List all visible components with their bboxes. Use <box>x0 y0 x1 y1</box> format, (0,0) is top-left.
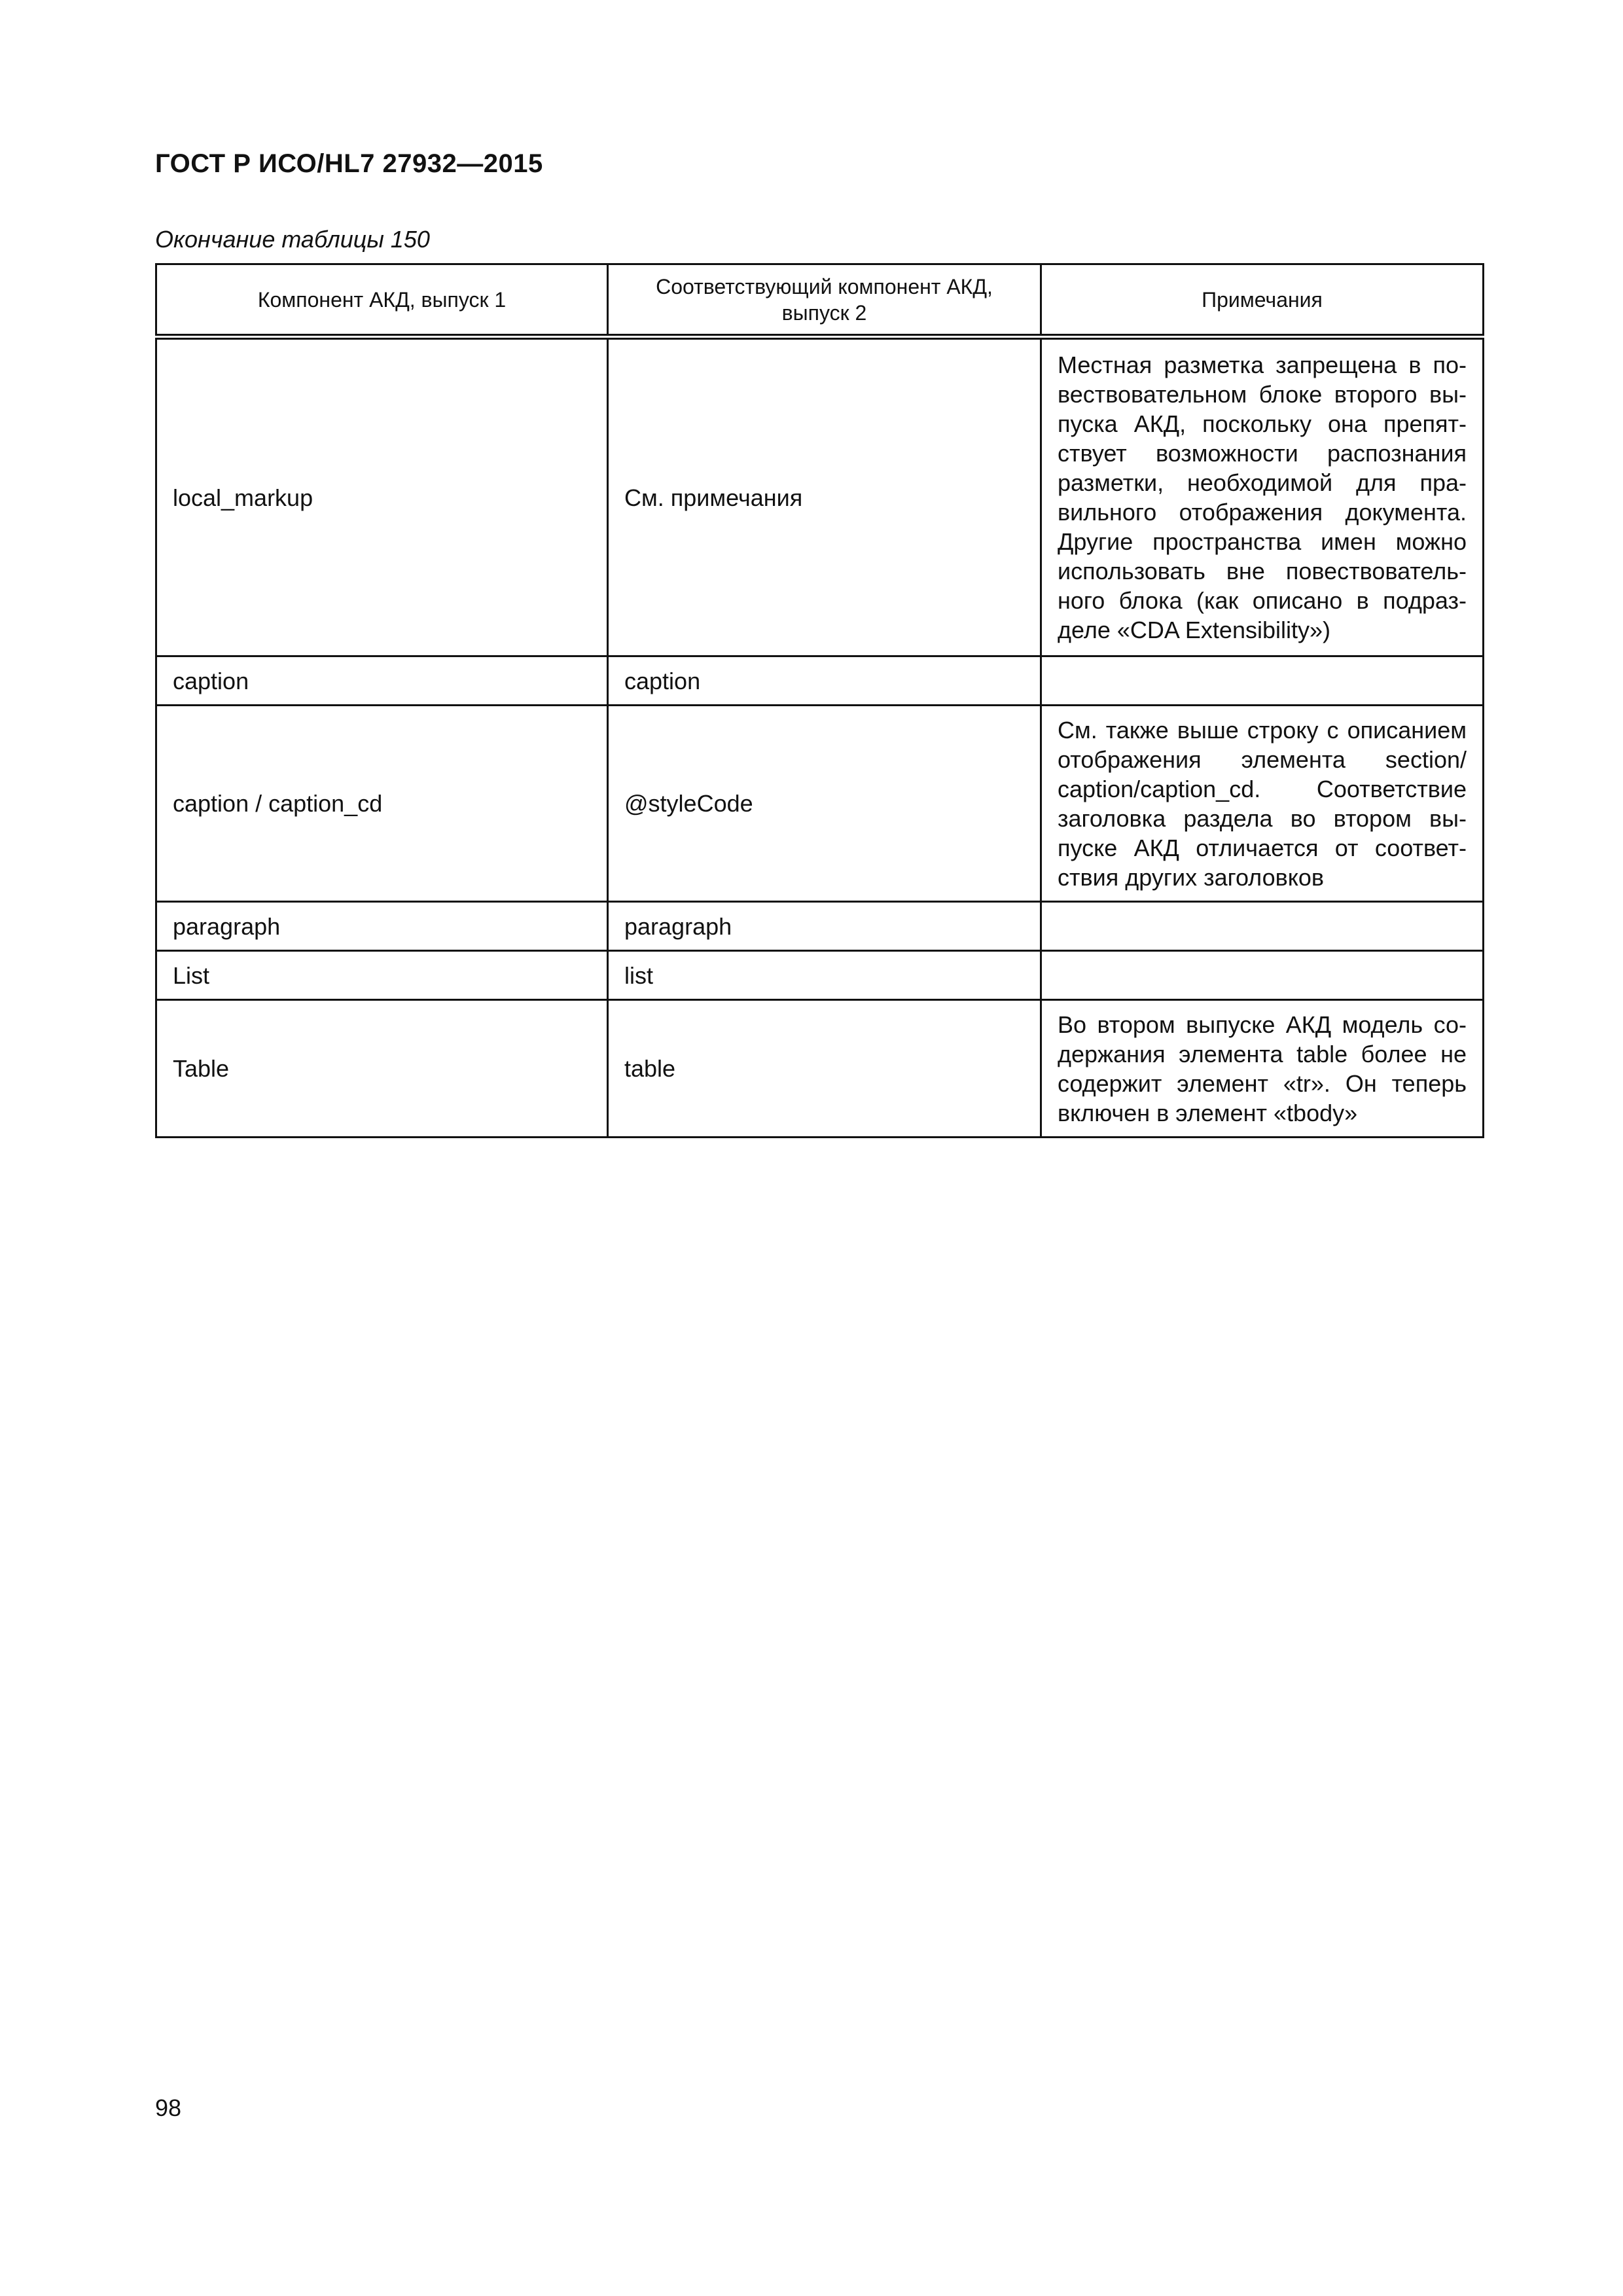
page-number: 98 <box>155 2094 182 2121</box>
cell-release2: list <box>608 951 1041 1000</box>
comparison-table <box>155 263 1484 1138</box>
cell-release2: table <box>608 1000 1041 1138</box>
document-header: ГОСТ Р ИСО/HL7 27932—2015 <box>155 149 543 178</box>
cell-release1: Table <box>156 1000 608 1138</box>
table-row <box>156 337 1484 656</box>
column-header-notes: Примечания <box>1041 264 1484 337</box>
column-header-release1: Компонент АКД, выпуск 1 <box>156 264 608 337</box>
cell-notes <box>1041 656 1484 706</box>
cell-notes <box>1041 951 1484 1000</box>
cell-release2: См. примечания <box>608 337 1041 656</box>
cell-notes: Во втором выпуске АКД модель содержания элемента table более не содержит элемент «tr». Он теперь включен в элемент «tbody» <box>1041 1000 1484 1138</box>
cell-release1: paragraph <box>156 902 608 951</box>
cell-release1: caption / caption_cd <box>156 706 608 902</box>
table-header-row <box>156 264 1484 337</box>
table-row <box>156 656 1484 706</box>
cell-release2: caption <box>608 656 1041 706</box>
cell-notes: См. также выше строку с описанием отображения элемента section/ caption/caption_cd. Соответствие заголовка раздела во втором выпуске АКД отличается от соответствия других заголовков <box>1041 706 1484 902</box>
column-header-release2: Соответствующий компонент АКД, выпуск 2 <box>608 264 1041 337</box>
table-row <box>156 951 1484 1000</box>
cell-release1: local_markup <box>156 337 608 656</box>
cell-notes: Местная разметка запрещена в повествовательном блоке второго выпуска АКД, поскольку она препятствует возможности распознания разметки, необходимой для правильного отображения документа. Другие пространства имен можно использовать вне повествовательного блока (как описано в подразделе «CDA Extensibility») <box>1041 337 1484 656</box>
table-row <box>156 1000 1484 1138</box>
table-row <box>156 902 1484 951</box>
cell-release2: @styleCode <box>608 706 1041 902</box>
table-caption: Окончание таблицы 150 <box>155 226 430 253</box>
cell-release1: List <box>156 951 608 1000</box>
cell-notes <box>1041 902 1484 951</box>
cell-release2: paragraph <box>608 902 1041 951</box>
cell-release1: caption <box>156 656 608 706</box>
table-row <box>156 706 1484 902</box>
